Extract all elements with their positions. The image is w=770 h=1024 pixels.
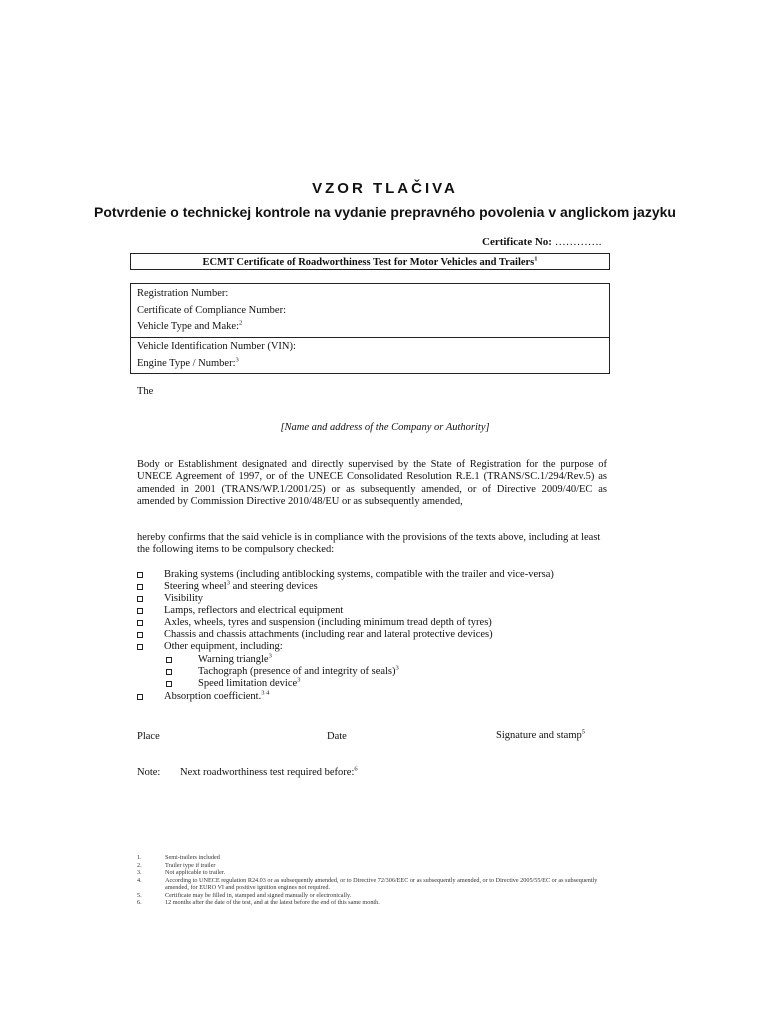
checklist-item-braking: Braking systems (including antiblocking systems, compatible with the trailer and vice-versa): [164, 569, 554, 580]
footnote: 5. Certificate may be filled in, stamped and signed manually or electronically.: [137, 891, 352, 899]
checkbox-speed-limitation[interactable]: [166, 681, 172, 687]
certificate-number: [482, 236, 601, 248]
note-text: Next roadworthiness test required before:$^6$: [180, 765, 358, 778]
vin-field: Vehicle Identification Number (VIN):: [137, 341, 296, 352]
footnote-ref: 3: [297, 676, 301, 684]
confirmation-paragraph: hereby confirms that the said vehicle is in compliance with the provisions of the texts above, including at least the following items to be compulsory checked:: [137, 532, 601, 556]
checklist-item-axles: Axles, wheels, tyres and suspension (including minimum tread depth of tyres): [164, 617, 492, 628]
page-title: VZOR TLAČIVA: [312, 180, 458, 197]
footnote-ref: 6: [354, 765, 358, 773]
checkbox-warning-triangle[interactable]: [166, 657, 172, 663]
vehicle-type-field: Vehicle Type and Make:$^2$: [137, 319, 243, 332]
footnote-ref: 3: [226, 579, 230, 587]
footnote-ref: 3: [235, 356, 239, 364]
checklist-item-steering: Steering wheel$^3$ and steering devices: [164, 579, 318, 592]
company-placeholder: [Name and address of the Company or Authority]: [280, 422, 490, 433]
certificate-number-label: Certificate No:: [482, 236, 552, 248]
certificate-header-box: [130, 253, 610, 270]
checkbox-braking[interactable]: [137, 572, 143, 578]
checkbox-visibility[interactable]: [137, 596, 143, 602]
footnote-ref: 2: [239, 319, 243, 327]
checklist-item-visibility: Visibility: [164, 593, 204, 604]
date-label: Date: [327, 731, 347, 742]
registration-number-field: Registration Number:: [137, 288, 229, 299]
registration-divider: [131, 337, 609, 338]
footnote: 3. Not applicable to trailer.: [137, 869, 226, 876]
checklist-item-warning-triangle: Warning triangle$^3$: [198, 652, 272, 665]
checkbox-tachograph[interactable]: [166, 669, 172, 675]
checkbox-lamps[interactable]: [137, 608, 143, 614]
place-label: Place: [137, 731, 160, 742]
footnote-ref: 1: [534, 255, 538, 263]
footnote-ref: 3: [395, 664, 399, 672]
footnote: 1. Semi-trailers included: [137, 854, 220, 861]
certificate-number-value: ………….: [554, 236, 602, 248]
certificate-header-text: ECMT Certificate of Roadworthiness Test for Motor Vehicles and Trailers: [202, 257, 535, 268]
checklist-item-other-equipment: Other equipment, including:: [164, 641, 283, 652]
checklist-item-chassis: Chassis and chassis attachments (including rear and lateral protective devices): [164, 629, 493, 640]
footnote-ref: 3 4: [261, 689, 270, 697]
checkbox-absorption[interactable]: [137, 694, 143, 700]
note-label: Note:: [137, 767, 161, 778]
checkbox-other-equipment[interactable]: [137, 644, 143, 650]
compliance-number-field: Certificate of Compliance Number:: [137, 305, 286, 316]
footnote-ref: 3: [268, 652, 272, 660]
checklist-item-lamps: Lamps, reflectors and electrical equipment: [164, 605, 344, 616]
footnote: 6. 12 months after the date of the test, and at the latest before the end of this same month.: [137, 899, 380, 906]
page-subtitle: Potvrdenie o technickej kontrole na vydanie prepravného povolenia v anglickom jazyku: [94, 204, 676, 220]
signature-label: Signature and stamp$^5$: [496, 728, 585, 741]
the-label: The: [137, 386, 154, 397]
footnote: 4. According to UNECE regulation R24.03 or as subsequently amended, or to Directive 72/306/EEC or as subsequently amended, or to Directive 2005/55/EC or as subsequently amended, for EURO VI and positive ignition engines not required.: [137, 876, 598, 891]
footnotes: [137, 854, 607, 907]
checkbox-steering[interactable]: [137, 584, 143, 590]
footnote: 2. Trailer type if trailer: [137, 861, 216, 869]
checklist-item-speed-limitation: Speed limitation device$^3$: [198, 676, 301, 689]
designation-paragraph: Body or Establishment designated and directly supervised by the State of Registration for the purpose of UNECE Agreement of 1997, or of the UNECE Consolidated Resolution R.E.1 (TRANS/SC.1/294/Rev.5) as amended in 2001 (TRANS/WP.1/2001/25) or as subsequently amended, or of Directive 2009/40/EC as amended by Commission Directive 2010/48/EU or as subsequently amended,: [137, 459, 607, 508]
engine-type-field: Engine Type / Number:$^3$: [137, 356, 239, 369]
checkbox-axles[interactable]: [137, 620, 143, 626]
checkbox-chassis[interactable]: [137, 632, 143, 638]
checklist-item-tachograph: Tachograph (presence of and integrity of seals)$^3$: [198, 664, 399, 677]
checklist-item-absorption: Absorption coefficient.$^{3 4}$: [164, 689, 270, 702]
registration-box: [130, 283, 610, 374]
footnote-ref: 5: [581, 728, 585, 736]
